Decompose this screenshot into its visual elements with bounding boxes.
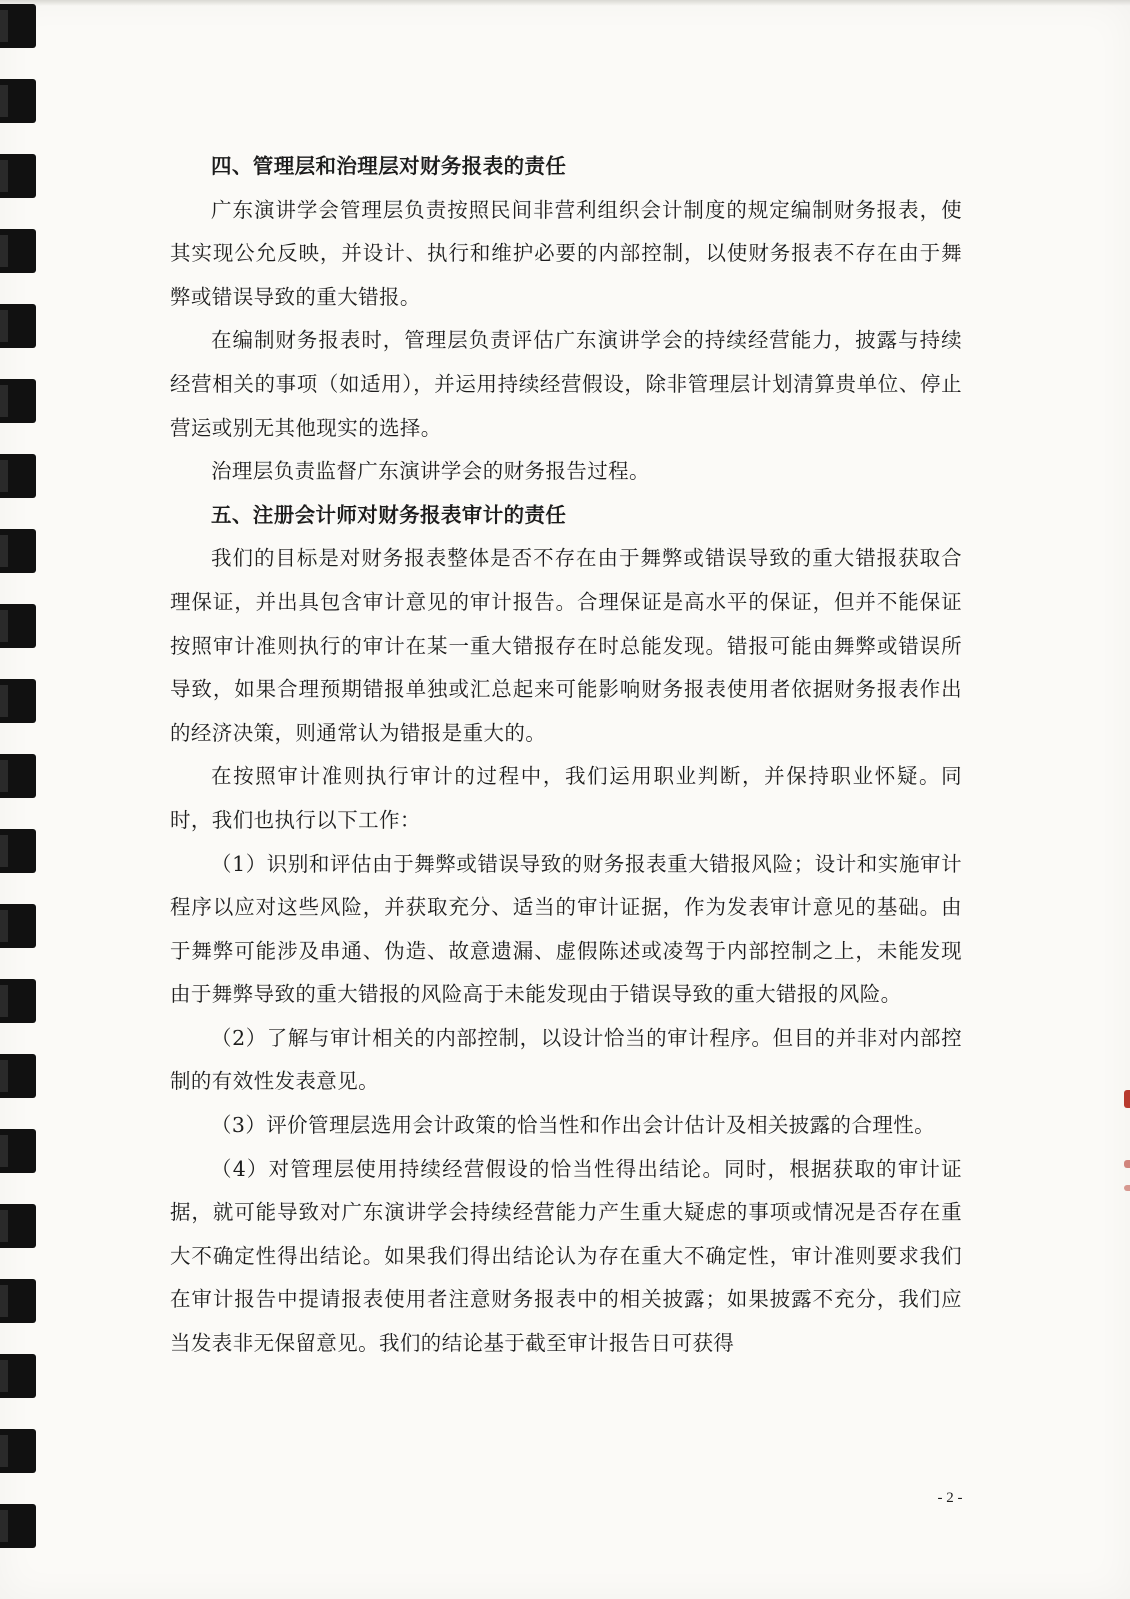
- seal-edge-mark: [1124, 1160, 1130, 1168]
- binding-hole: [0, 604, 36, 648]
- binding-hole: [0, 154, 36, 198]
- section-heading: 五、注册会计师对财务报表审计的责任: [211, 502, 567, 527]
- paragraph: 在按照审计准则执行审计的过程中，我们运用职业判断，并保持职业怀疑。同时，我们也执行以下工作：: [170, 764, 962, 832]
- binding-hole: [0, 379, 36, 423]
- binding-hole: [0, 229, 36, 273]
- binding-hole: [0, 679, 36, 723]
- binding-hole: [0, 1429, 36, 1473]
- binding-hole: [0, 1204, 36, 1248]
- spiral-binding: [0, 0, 40, 1599]
- binding-hole: [0, 904, 36, 948]
- list-item: （3）评价管理层选用会计政策的恰当性和作出会计估计及相关披露的合理性。: [211, 1113, 936, 1138]
- binding-hole: [0, 1279, 36, 1323]
- binding-hole: [0, 1054, 36, 1098]
- paragraph: 治理层负责监督广东演讲学会的财务报告过程。: [211, 459, 650, 484]
- paragraph: 广东演讲学会管理层负责按照民间非营利组织会计制度的规定编制财务报表，使其实现公允反映，并设计、执行和维护必要的内部控制，以使财务报表不存在由于舞弊或错误导致的重大错报。: [170, 197, 962, 309]
- list-item: （2）了解与审计相关的内部控制，以设计恰当的审计程序。但目的并非对内部控制的有效性发表意见。: [170, 1025, 962, 1094]
- binding-hole: [0, 4, 36, 48]
- seal-edge-mark: [1124, 1090, 1130, 1108]
- binding-hole: [0, 454, 36, 498]
- binding-hole: [0, 1354, 36, 1398]
- section-heading: 四、管理层和治理层对财务报表的责任: [211, 154, 567, 178]
- binding-hole: [0, 829, 36, 873]
- list-item: （4）对管理层使用持续经营假设的恰当性得出结论。同时，根据获取的审计证据，就可能导致对广东演讲学会持续经营能力产生重大疑虑的事项或情况是否存在重大不确定性得出结论。如果我们得出结论认为存在重大不确定性，审计准则要求我们在审计报告中提请报表使用者注意财务报表中的相关披露；如果披露不充分，我们应当发表非无保留意见。我们的结论基于截至审计报告日可获得: [170, 1156, 962, 1356]
- binding-hole: [0, 79, 36, 123]
- list-item: （1）识别和评估由于舞弊或错误导致的财务报表重大错报风险；设计和实施审计程序以应对这些风险，并获取充分、适当的审计证据，作为发表审计意见的基础。由于舞弊可能涉及串通、伪造、故意遗漏、虚假陈述或凌驾于内部控制之上，未能发现由于舞弊导致的重大错报的风险高于未能发现由于错误导致的重大错报的风险。: [170, 851, 962, 1007]
- paragraph: 我们的目标是对财务报表整体是否不存在由于舞弊或错误导致的重大错报获取合理保证，并出具包含审计意见的审计报告。合理保证是高水平的保证，但并不能保证按照审计准则执行的审计在某一重大错报存在时总能发现。错报可能由舞弊或错误所导致，如果合理预期错报单独或汇总起来可能影响财务报表使用者依据财务报表作出的经济决策，则通常认为错报是重大的。: [170, 546, 962, 745]
- binding-hole: [0, 979, 36, 1023]
- binding-hole: [0, 529, 36, 573]
- binding-hole: [0, 1504, 36, 1548]
- binding-hole: [0, 1129, 36, 1173]
- paragraph: 在编制财务报表时，管理层负责评估广东演讲学会的持续经营能力，披露与持续经营相关的事项（如适用），并运用持续经营假设，除非管理层计划清算贵单位、停止营运或别无其他现实的选择。: [170, 328, 962, 440]
- seal-edge-mark: [1124, 1185, 1130, 1191]
- binding-hole: [0, 304, 36, 348]
- document-body: [170, 145, 962, 1366]
- page-top-edge: [0, 0, 1130, 6]
- page-number: - 2 -: [937, 1490, 963, 1506]
- binding-hole: [0, 754, 36, 798]
